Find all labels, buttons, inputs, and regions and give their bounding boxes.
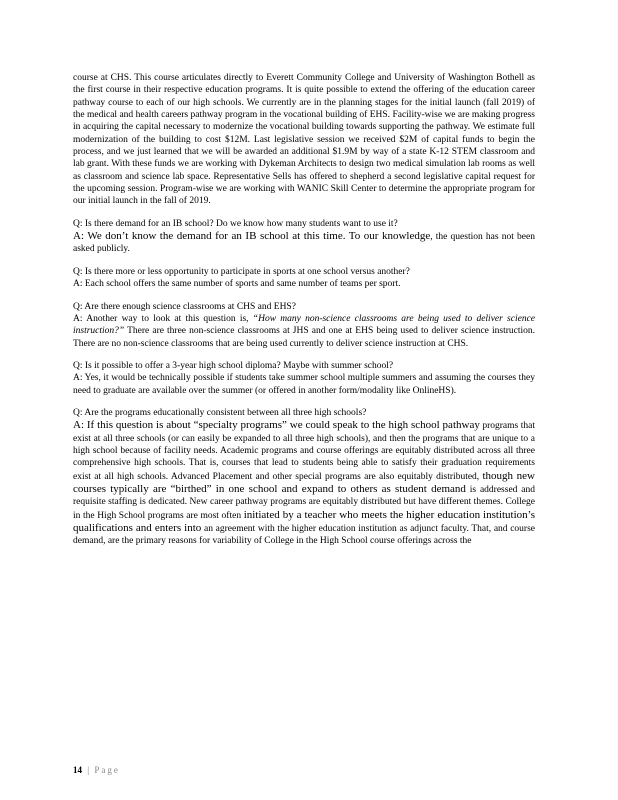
qa-program-consistency <box>73 407 535 548</box>
intro-text-1: course at CHS. This course articulates directly to Everett Community College and University of Washington Bothell as the first course in their respective education programs. It is quite possible to extend the offering of the education career pathway course to each of our high schools. <box>73 73 535 108</box>
qa-sports <box>73 266 535 291</box>
page-body <box>73 72 535 558</box>
qa-science-classrooms <box>73 301 535 350</box>
answer-text-emphasis: initiated by a teacher who meets the higher education institution’s qualifications and enters into <box>73 508 536 534</box>
answer-text: A: Yes, it would be technically possible if students take summer school multiple summers and assuming the courses they need to graduate are available over the summer (or offered in another form/modality like OnlineHS). <box>73 373 535 396</box>
footer-separator: | <box>87 765 90 775</box>
answer-text: programs that exist at all three schools (or can easily be expanded to all three high schools), and then the programs that are unique to a high school because of facility needs. Academic programs and course offerings are equitably distributed across all three comprehensive high schools. That is, courses that lead to students being able to satisfy their graduation requirements exist at all high schools. Advanced Placement and other special programs are also equitably distributed, <box>73 421 535 482</box>
answer-text: A: Each school offers the same number of sports and same number of teams per sport. <box>73 279 401 290</box>
qa-ib-school <box>73 218 535 256</box>
intro-text-2: We currently are in the planning stages for the initial launch (fall 2019) of the medical and health careers pathway program in the vocational building of EHS. Facility-wise we are making progress in acquiring the capital necessary to modernize the vocational building towards supporting the pathway. We estimate full modernization of the building to cost $12M. Last legislative session we received $2M of capital funds to begin the process, and we just learned that we will be awarded an additional $1.9M by way of a state K-12 STEM classroom and lab grant. With these funds we are working with Dykeman Architects to design two medical simulation lab rooms as well as classroom and science lab space. Representative Sells has offered to shepherd a second legislative capital request for the upcoming session. Program-wise we are working with WANIC Skill Center to determine the appropriate program for our initial launch in the fall of 2019. <box>73 97 535 207</box>
answer-text: A: Another way to look at this question is, <box>73 313 249 324</box>
answer-text: is addressed and requisite staffing is dedicated. New career pathway programs are equitably distributed but have different themes. College in the High School programs are most often <box>73 484 535 521</box>
answer-text: , the question has not been asked publicly. <box>73 232 535 255</box>
question-text: Q: Are the programs educationally consistent between all three high schools? <box>73 407 367 418</box>
question-text: Q: Is there demand for an IB school? Do we know how many students want to use it? <box>73 218 398 229</box>
question-text: Q: Is it possible to offer a 3-year high school diploma? Maybe with summer school? <box>73 360 394 371</box>
page-number: 14 <box>73 765 82 775</box>
answer-text: There are three non-science classrooms at JHS and one at EHS being used to deliver science instruction. There are no non-science classrooms that are being used currently to deliver science instruction at CHS. <box>73 326 535 349</box>
answer-text-emphasis: A: We don’t know the demand for an IB school at this time. To our knowledge <box>73 230 431 243</box>
qa-three-year-diploma <box>73 360 535 397</box>
question-text: Q: Are there enough science classrooms at CHS and EHS? <box>73 301 296 312</box>
page-footer <box>73 765 120 775</box>
question-text: Q: Is there more or less opportunity to participate in sports at one school versus another? <box>73 266 410 277</box>
answer-quote: “How many non-science classrooms are being used to deliver science instruction?” <box>73 313 536 337</box>
answer-text-emphasis: A: If this question is about “specialty programs” we could speak to the high school pathway <box>73 419 480 432</box>
answer-text-emphasis: though new courses typically are “birthed” in one school and expand to others as student demand <box>73 469 535 495</box>
page-label: Page <box>94 765 120 775</box>
answer-text: an agreement with the higher education institution as adjunct faculty. That, and course demand, are the primary reasons for variability of College in the High School course offerings across the <box>73 524 536 547</box>
intro-paragraph <box>73 72 535 208</box>
